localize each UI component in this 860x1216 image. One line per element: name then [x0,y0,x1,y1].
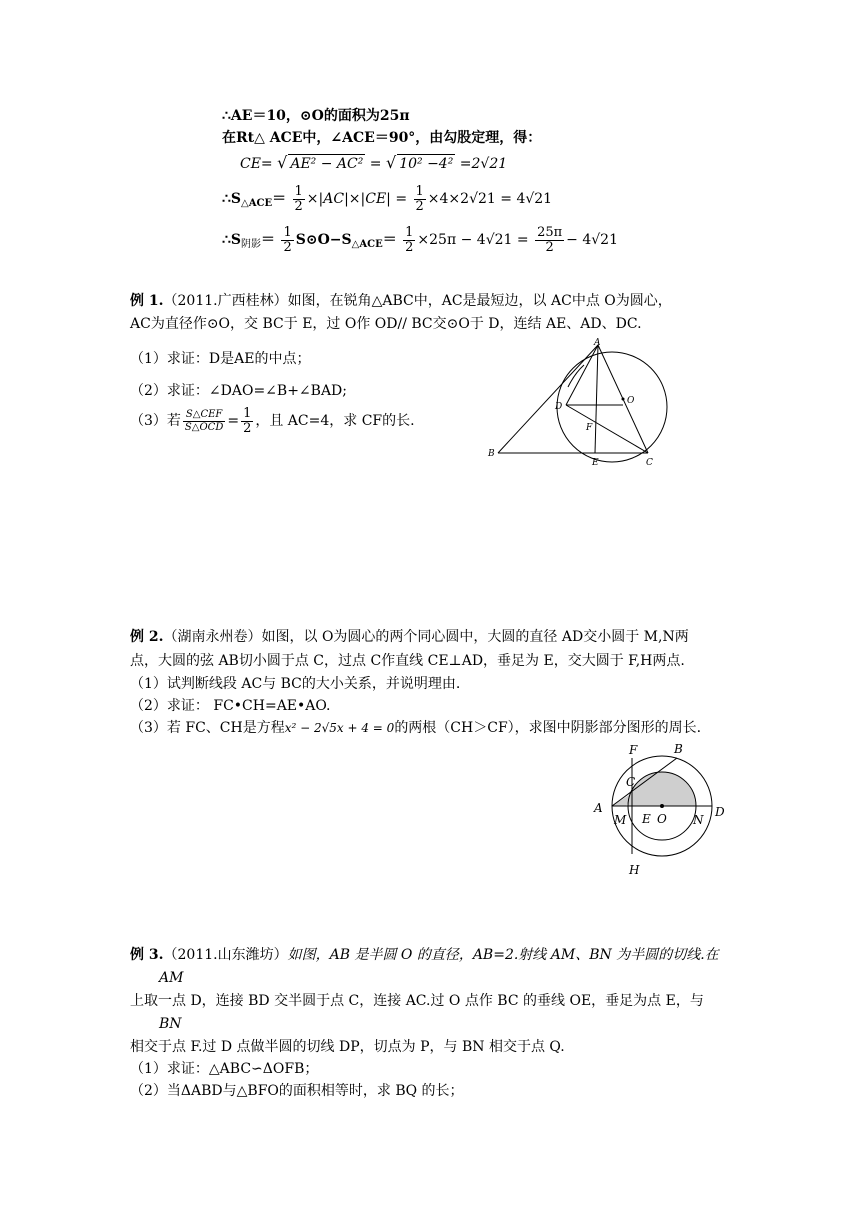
s-shade-result: − 4√21 [566,232,618,248]
s-ace-expr: ×|AC|×|CE| = [306,191,408,207]
ex2-source: （湖南永州卷） [163,629,262,645]
ex1-source: （2011.广西桂林） [163,293,288,309]
s-ace-label: ∴S [222,191,242,207]
ex2-q3-post: 的两根（CH＞CF），求图中阴影部分图形的周长. [394,720,702,736]
ex2-q1: （1）试判断线段 AC与 BC的大小关系，并说明理由. [130,676,461,692]
ex1-label-c: C [646,458,653,468]
solution-line-2: 在Rt△ ACE中，∠ACE＝90°，由勾股定理，得： [222,130,542,146]
s-shade-label: ∴S [222,232,242,248]
s-ace-eq: ＝ [272,191,287,207]
ex1-q3-half: $\frac{1}{2}$ [243,405,252,436]
ex3-source: （2011.山东潍坊） [163,947,288,963]
s-ace-result: ×4×2√21 = 4√21 [427,191,553,207]
ex3-stem-line-2: 上取一点 D，连接 BD 交半圆于点 C，连接 AC.过 O 点作 BC 的垂线 OE，垂足为点 E，与 [130,993,704,1009]
radical-2: 10² −4² [399,156,454,172]
ex2-label-c: C [626,775,636,789]
ex1-label-e: E [592,458,599,468]
ex2-title: 例 2. [130,629,164,645]
ex1-label-d: D [555,402,563,412]
solution-line-5 [222,224,618,256]
ex1-q1: （1）求证：D是AE的中点； [130,351,311,367]
s-shade-diff: S⊙O−S [295,232,352,248]
solution-line-1: ∴AE＝10，⊙O的面积为25π [222,108,410,124]
ex3-stem1: 如图，AB 是半圆 O 的直径，AB=2.射线 AM、BN 为半圆的切线.在 [287,947,719,963]
ex2-stem1: 如图，以 O为圆心的两个同心圆中，大圆的直径 AD交小圆于 M,N两 [261,629,689,645]
ex2-label-f: F [629,743,638,757]
frac-half-a: $\frac{1}{2}$ [294,183,303,214]
s-shade-sub2: △ACE [351,239,383,250]
ex1-stem1: 如图，在锐角△ABC中，AC是最短边，以 AC中点 O为圆心， [287,293,672,309]
ex2-label-a: A [594,801,603,815]
ex1-stem-line-2: AC为直径作⊙O，交 BC于 E，过 O作 OD// BC交⊙O于 D，连结 AE、AD、DC. [130,316,642,332]
ex3-stem-line-1 [130,946,719,964]
ex3-q1: （1）求证：△ABC∽ΔOFB； [130,1061,319,1077]
ex1-q3-ratio: $\frac{\text{S△CEF}}{\text{S△OCD}}$ [184,408,224,433]
ex1-label-a: A [594,338,601,348]
ex2-label-n: N [693,813,704,827]
ex2-label-d: D [715,805,725,819]
s-shade-eq: ＝ [261,232,276,248]
ex2-label-o: O [657,812,667,826]
ex1-figure [480,335,680,470]
frac-25pi: $\frac{25\pi}{2}$ [537,224,563,255]
frac-half-d: $\frac{1}{2}$ [405,224,414,255]
ex2-q2: （2）求证： FC•CH=AE•AO. [130,698,331,714]
ex3-q2: （2）当ΔABD与△BFO的面积相等时，求 BQ 的长； [130,1083,464,1099]
ex2-figure [585,740,735,880]
s-shade-expr: ×25π − 4√21 = [417,232,529,248]
ex1-label-b: B [488,449,495,459]
ex1-stem-line-1 [130,292,672,310]
ex1-label-f: F [586,423,593,433]
ex3-stem-line-3: 相交于点 F.过 D 点做半圆的切线 DP，切点为 P，与 BN 相交于点 Q. [130,1039,565,1055]
ex2-stem-line-1 [130,628,689,646]
ex2-q3-pre: （3）若 FC、CH是方程 [130,720,285,736]
ce-lhs: CE= [240,156,273,172]
ce-eq: = [369,156,382,172]
ex1-q2: （2）求证：∠DAO=∠B+∠BAD; [130,383,347,399]
ex2-stem-line-2: 点，大圆的弦 AB切小圆于点 C，过点 C作直线 CE⊥AD，垂足为 E，交大圆于 F,H两点. [130,653,685,669]
solution-line-3: CE= √ AE² − AC² = √ 10² −4² =2√21 [240,153,508,172]
ex2-label-e: E [642,812,651,826]
ex3-stem-line-2b: BN [159,1016,182,1032]
ex2-label-m: M [614,813,627,827]
s-shade-eq2: ＝ [382,232,397,248]
ex3-title: 例 3. [130,947,164,963]
ex1-q3-post: ，且 AC=4，求 CF的长. [255,413,415,429]
s-shade-sub: 阴影 [241,239,262,250]
ex1-title: 例 1. [130,293,164,309]
ex1-q3-pre: （3）若 [130,413,181,429]
ex2-label-b: B [674,742,683,756]
radical-1: AE² − AC² [290,156,364,172]
ce-rhs: =2√21 [459,156,508,172]
ex1-q3 [130,406,415,436]
solution-line-4 [222,184,552,214]
ex1-label-o: O [627,396,635,406]
frac-half-c: $\frac{1}{2}$ [283,224,292,255]
ex1-q3-eq: = [227,413,240,429]
s-ace-sub: △ACE [241,198,273,209]
ex2-q3-equation: x² − 2√5x + 4 = 0 [284,721,395,735]
frac-half-b: $\frac{1}{2}$ [415,183,424,214]
ex2-label-h: H [629,863,640,877]
ex3-stem-line-1b: AM [159,970,184,986]
ex2-q3 [130,719,701,737]
